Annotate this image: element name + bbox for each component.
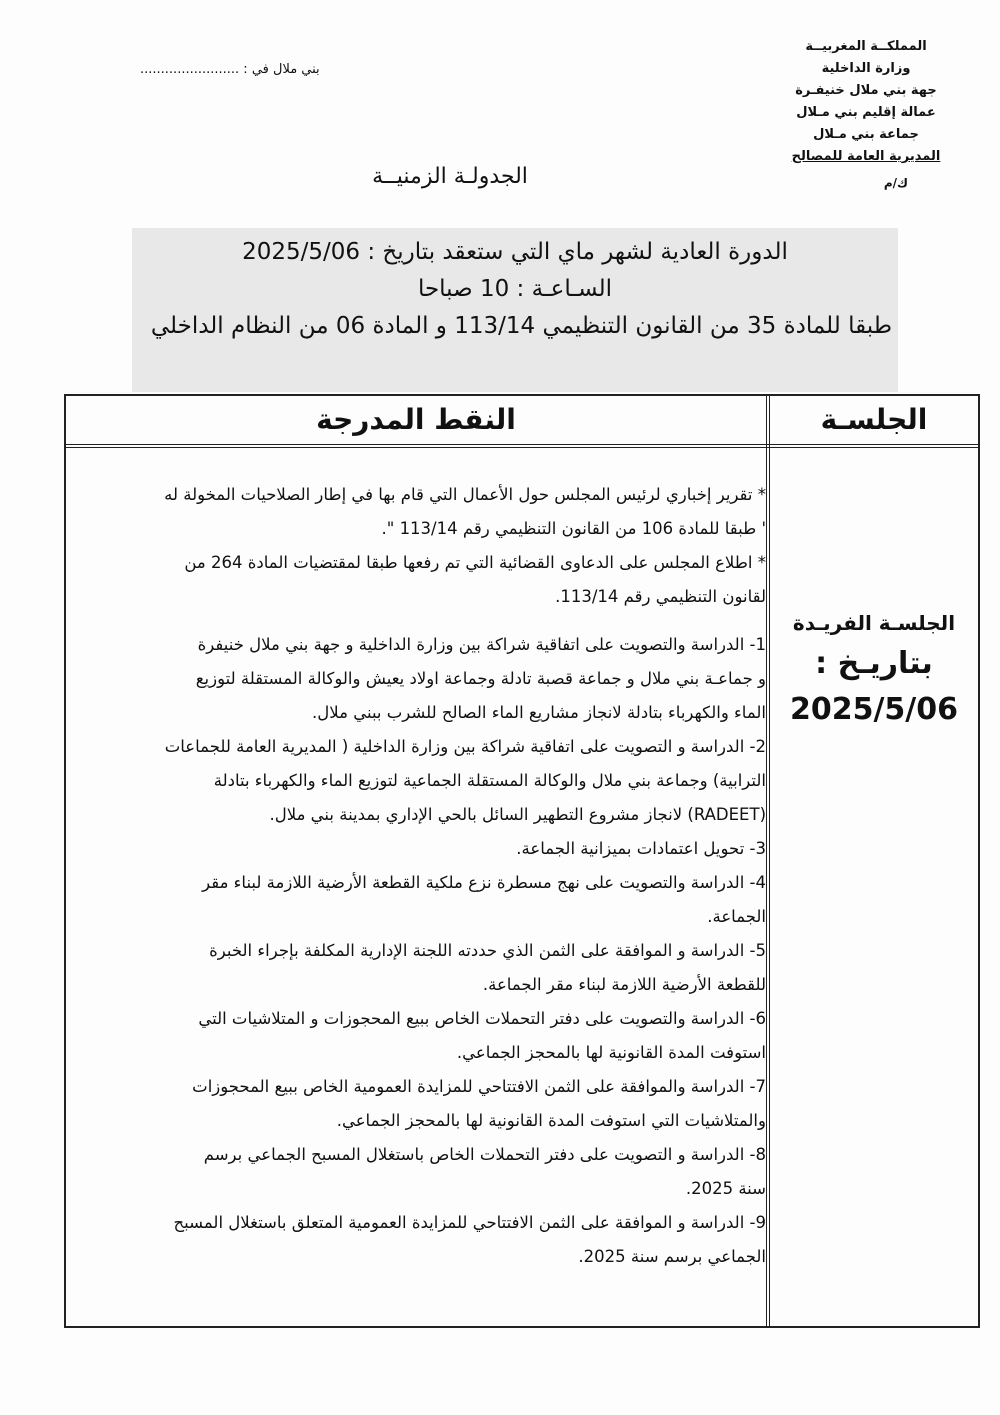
agenda-line: 1- الدراسة والتصويت على اتفاقية شراكة بين وزارة الداخلية و جهة بني ملال خنيفرة xyxy=(197,635,766,654)
place-date-line: بني ملال في : ........................ xyxy=(140,62,320,77)
agenda-line: 9- الدراسة و الموافقة على الثمن الافتتاحي للمزايدة العمومية المتعلق باستغلال المسبح xyxy=(173,1213,766,1232)
agenda-line: 6- الدراسة والتصويت على دفتر التحملات الخاص ببيع المحجوزات و المتلاشيات التي xyxy=(198,1009,766,1028)
agenda-line: سنة 2025. xyxy=(685,1179,766,1198)
session-banner xyxy=(132,228,898,392)
agenda-line: للقطعة الأرضية اللازمة لبناء مقر الجماعة. xyxy=(482,975,766,994)
agenda-items xyxy=(96,478,766,1274)
session-cell xyxy=(770,606,978,732)
agenda-line: الترابية) وجماعة بني ملال والوكالة المستقلة الجماعية لتوزيع الماء والكهرباء بتادلة xyxy=(213,771,766,790)
agenda-line: 8- الدراسة و التصويت على دفتر التحملات الخاص باستغلال المسبح الجماعي برسم xyxy=(203,1145,766,1164)
document-title: الجدولـة الزمنيــة xyxy=(372,164,528,189)
agenda-line: 2- الدراسة و التصويت على اتفاقية شراكة بين وزارة الداخلية ( المديرية العامة للجماعات xyxy=(164,737,766,756)
reference-code: ك/م xyxy=(883,176,908,190)
agenda-line: استوفت المدة القانونية لها بالمحجز الجماعي. xyxy=(456,1043,766,1062)
column-divider xyxy=(766,396,770,1326)
agenda-line: * اطلاع المجلس على الدعاوى القضائية التي تم رفعها طبقا لمقتضيات المادة 264 من xyxy=(184,553,766,572)
agenda-line: (RADEET) لانجاز مشروع التطهير السائل بالحي الإداري بمدينة بني ملال. xyxy=(269,805,766,824)
agenda-line: * تقرير إخباري لرئيس المجلس حول الأعمال التي قام بها في إطار الصلاحيات المخولة له xyxy=(164,485,766,504)
session-name: الجلسـة الفريـدة xyxy=(792,611,956,635)
column-header-session: الجلسـة xyxy=(820,403,928,436)
header-line-region: جهة بني ملال خنيفـرة xyxy=(795,83,937,98)
session-date-label: بتاريـخ : xyxy=(815,646,933,681)
agenda-spacer xyxy=(96,614,766,628)
agenda-line: 4- الدراسة والتصويت على نهج مسطرة نزع ملكية القطعة الأرضية اللازمة لبناء مقر xyxy=(202,873,766,892)
banner-time: السـاعـة : 10 صباحا xyxy=(417,276,613,302)
banner-session-date: الدورة العادية لشهر ماي التي ستعقد بتاريخ : 2025/5/06 xyxy=(242,239,788,265)
agenda-line: 7- الدراسة والموافقة على الثمن الافتتاحي للمزايدة العمومية الخاص ببيع المحجوزات xyxy=(192,1077,766,1096)
header-line-ministry: وزارة الداخلية xyxy=(821,61,911,76)
header-row-divider xyxy=(66,444,978,448)
banner-legal-basis: طبقا للمادة 35 من القانون التنظيمي 113/14 و المادة 06 من النظام الداخلي xyxy=(150,313,892,339)
agenda-line: 3- تحويل اعتمادات بميزانية الجماعة. xyxy=(516,839,766,858)
agenda-line: الماء والكهرباء بتادلة لانجاز مشاريع الماء الصالح للشرب ببني ملال. xyxy=(312,703,766,722)
column-header-items: النقط المدرجة xyxy=(316,403,516,436)
header-line-directorate: المديرية العامة للمصالح xyxy=(791,149,941,164)
header-line-prefecture: عمالة إقليم بني مـلال xyxy=(796,105,936,120)
agenda-line: 5- الدراسة و الموافقة على الثمن الذي حددته اللجنة الإدارية المكلفة بإجراء الخبرة xyxy=(209,941,766,960)
agenda-line: لقانون التنظيمي رقم 113/14. xyxy=(555,587,766,606)
agenda-line: الجماعة. xyxy=(707,907,766,926)
session-date: 2025/5/06 xyxy=(789,692,959,727)
agenda-line: الجماعي برسم سنة 2025. xyxy=(578,1247,766,1266)
agenda-line: والمتلاشيات التي استوفت المدة القانونية لها بالمحجز الجماعي. xyxy=(336,1111,766,1130)
header-line-kingdom: المملكــة المغربيــة xyxy=(805,39,927,54)
issuer-header xyxy=(766,36,966,168)
agenda-line: و جماعـة بني ملال و جماعة قصبة تادلة وجماعة اولاد يعيش والوكالة المستقلة لتوزيع xyxy=(195,669,766,688)
header-line-commune: جماعة بني مـلال xyxy=(813,127,919,142)
agenda-line: ' طبقا للمادة 106 من القانون التنظيمي رقم 113/14 ". xyxy=(381,519,766,538)
agenda-table xyxy=(64,394,980,1328)
